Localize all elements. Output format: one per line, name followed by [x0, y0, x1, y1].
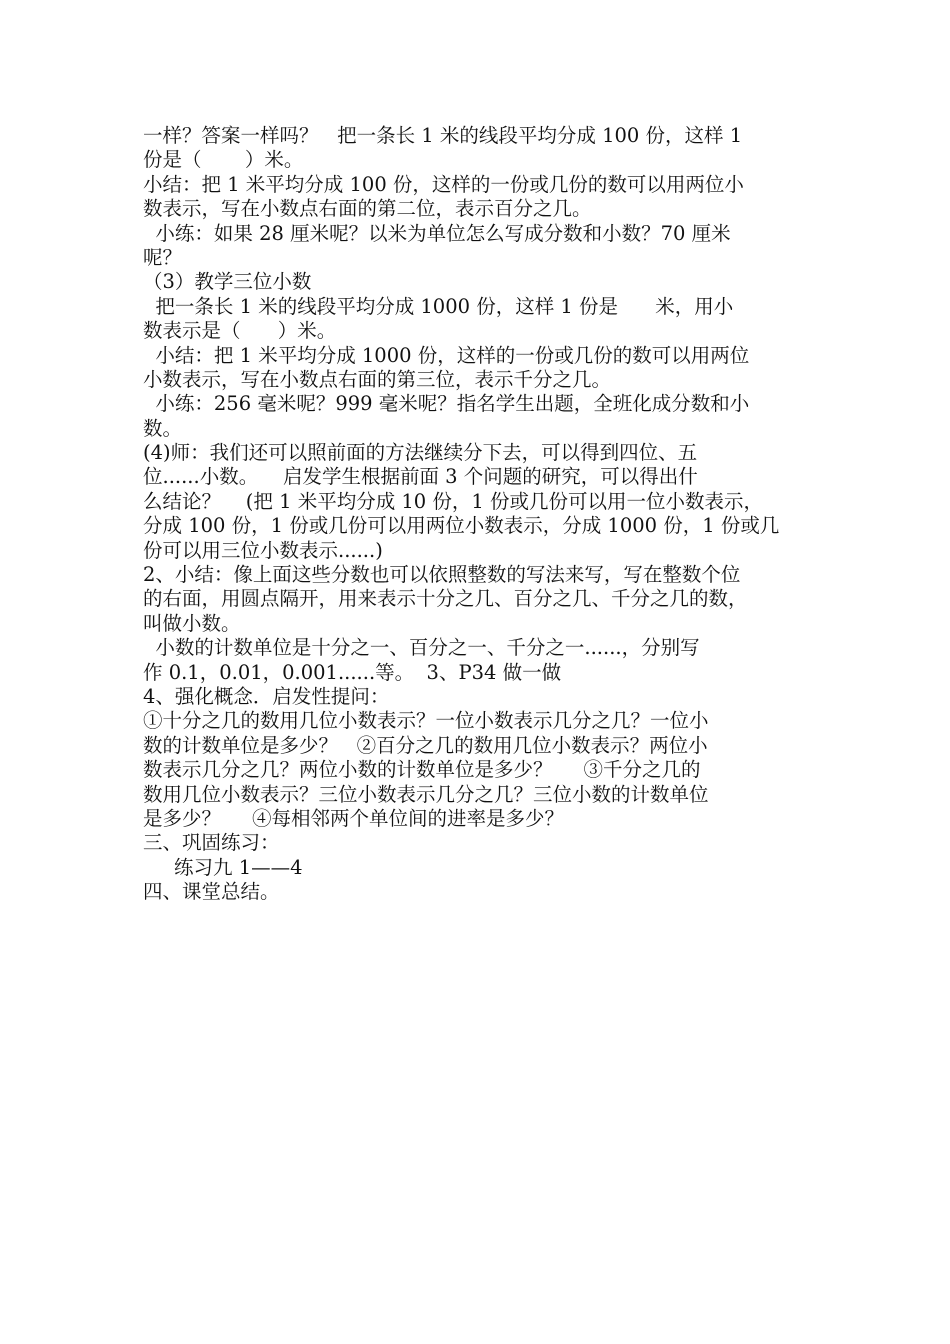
text-line: 份可以用三位小数表示......)	[143, 538, 383, 562]
text-line: 数表示几分之几？两位小数的计数单位是多少？ ③千分之几的	[143, 758, 701, 782]
section-heading: 4、强化概念．启发性提问：	[143, 684, 390, 708]
section-heading: 四、课堂总结。	[143, 880, 280, 904]
text-line: 份是（ ）米。	[143, 148, 304, 172]
text-line: 位......小数。 启发学生根据前面 3 个问题的研究，可以得出什	[143, 465, 698, 489]
text-line: 么结论？ (把 1 米平均分成 10 份，1 份或几份可以用一位小数表示，	[143, 489, 764, 513]
text-line: 数表示，写在小数点右面的第二位，表示百分之几。	[143, 197, 592, 221]
text-line: 把一条长 1 米的线段平均分成 1000 份，这样 1 份是 米，用小	[143, 294, 734, 318]
text-line: 小练：如果 28 厘米呢？以米为单位怎么写成分数和小数？70 厘米	[143, 221, 731, 245]
section-heading: 2、小结：像上面这些分数也可以依照整数的写法来写，写在整数个位	[143, 563, 741, 587]
text-line: 数用几位小数表示？三位小数表示几分之几？三位小数的计数单位	[143, 782, 709, 806]
text-line: 小结：把 1 米平均分成 1000 份，这样的一份或几份的数可以用两位	[143, 343, 750, 367]
lesson-text	[143, 124, 815, 905]
text-line: 的右面，用圆点隔开，用来表示十分之几、百分之几、千分之几的数，	[143, 587, 748, 611]
section-heading: （3）教学三位小数	[143, 270, 312, 294]
text-line: (4)师：我们还可以照前面的方法继续分下去，可以得到四位、五	[143, 441, 698, 465]
text-line: 是多少？ ④每相邻两个单位间的进率是多少？	[143, 806, 564, 830]
text-line: 小结：把 1 米平均分成 100 份，这样的一份或几份的数可以用两位小	[143, 172, 744, 196]
text-line: 作 0.1，0.01，0.001......等。 3、P34 做一做	[143, 660, 562, 684]
text-line: 小数的计数单位是十分之一、百分之一、千分之一......，分别写	[143, 636, 700, 660]
text-line: 数。	[143, 416, 183, 440]
text-line: 小数表示，写在小数点右面的第三位，表示千分之几。	[143, 367, 612, 391]
text-line: 分成 100 份，1 份或几份可以用两位小数表示，分成 1000 份，1 份或几	[143, 514, 780, 538]
text-line: 一样？答案一样吗？ 把一条长 1 米的线段平均分成 100 份，这样 1	[143, 124, 743, 147]
text-line: 呢？	[143, 245, 183, 269]
section-heading: 三、巩固练习：	[143, 831, 280, 855]
text-line: 练习九 1——4	[143, 855, 303, 879]
text-line: 小练：256 毫米呢？999 毫米呢？指名学生出题，全班化成分数和小	[143, 392, 750, 416]
text-line: ①十分之几的数用几位小数表示？一位小数表示几分之几？一位小	[143, 709, 709, 733]
text-line: 叫做小数。	[143, 611, 241, 635]
text-line: 数的计数单位是多少？ ②百分之几的数用几位小数表示？两位小	[143, 733, 708, 757]
text-line: 数表示是（ ）米。	[143, 319, 337, 343]
